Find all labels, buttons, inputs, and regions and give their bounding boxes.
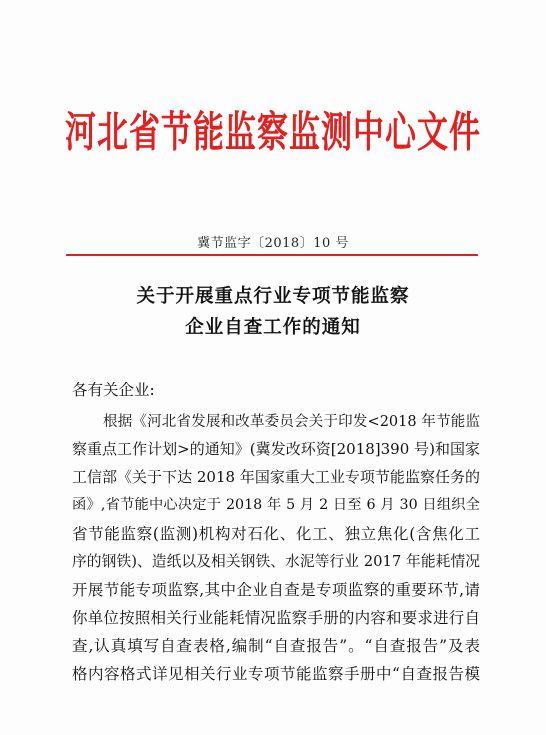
body-line: 察重点工作计划>的通知》(冀发改环资[2018]390 号)和国家 (72, 440, 480, 458)
body-line: 函》,省节能中心决定于 2018 年 5 月 2 日至 6 月 30 日组织全 (72, 497, 480, 513)
body-line: 查,认真填写自查表格,编制“自查报告”。“自查报告”及表 (72, 637, 480, 655)
body-line: 开展节能专项监察,其中企业自查是专项监察的重要环节,请 (72, 581, 480, 599)
document-number: 冀节监字〔2018〕10 号 (197, 236, 349, 251)
salutation: 各有关企业: (72, 381, 155, 399)
body-line: 你单位按照相关行业能耗情况监察手册的内容和要求进行自 (72, 609, 480, 627)
body-line: 序的钢铁)、造纸以及相关钢铁、水泥等行业 2017 年能耗情况 (72, 553, 480, 570)
document-title-line-1: 关于开展重点行业专项节能监察 (136, 286, 410, 307)
issuing-agency-header: 河北省节能监察监测中心文件 (65, 108, 481, 158)
body-line: 根据《河北省发展和改革委员会关于印发<2018 年节能监 (103, 414, 480, 430)
body-line: 格内容格式详见相关行业专项节能监察手册中“自查报告模 (72, 665, 480, 683)
document-title-line-2: 企业自查工作的通知 (185, 317, 361, 338)
body-line: 省节能监察(监测)机构对石化、化工、独立焦化(含焦化工 (72, 525, 480, 543)
body-line: 工信部《关于下达 2018 年国家重大工业专项节能监察任务的 (72, 468, 480, 486)
header-divider-line (66, 254, 478, 256)
